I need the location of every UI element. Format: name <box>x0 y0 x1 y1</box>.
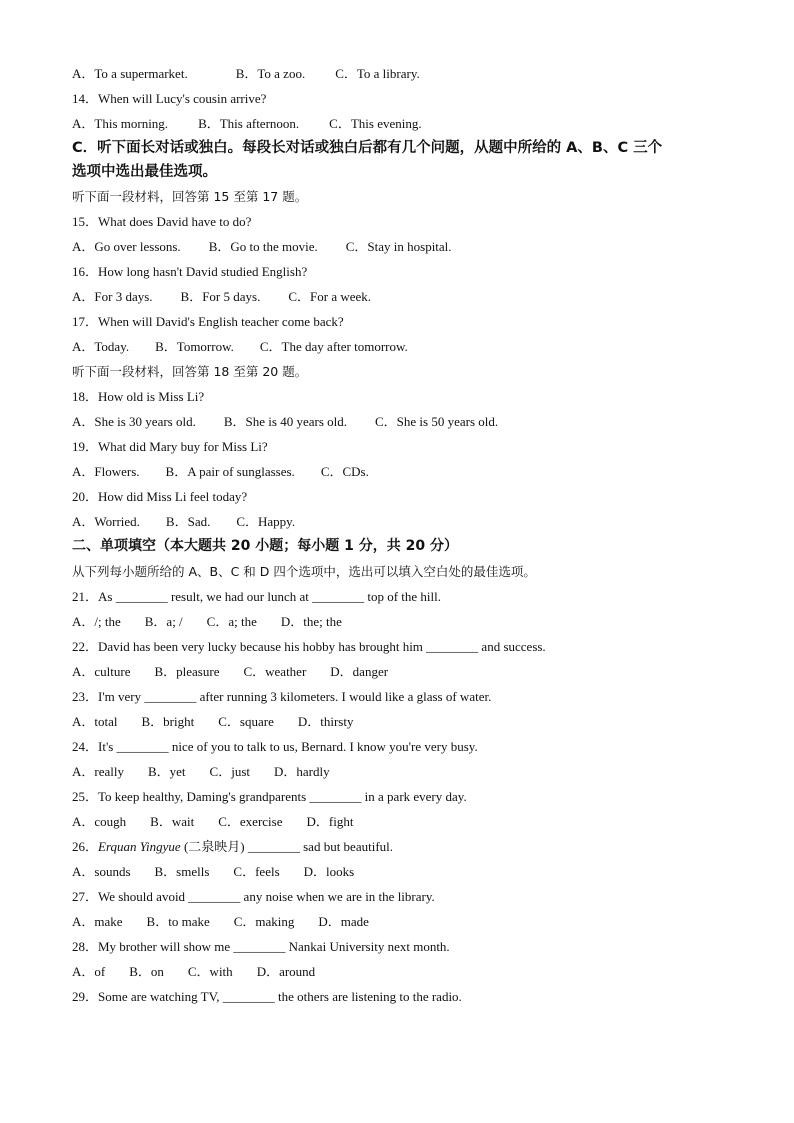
question: 25．To keep healthy, Daming's grandparents ________ in a park every day. <box>72 789 467 804</box>
answer-options <box>72 859 732 884</box>
answer-option: C．square <box>218 714 274 729</box>
answer-option: C．exercise <box>218 814 283 829</box>
answer-option: B．A pair of sunglasses. <box>165 464 295 479</box>
answer-options <box>72 509 732 534</box>
question-text: (二泉映月) ________ sad but beautiful. <box>180 839 394 854</box>
answer-option: B．smells <box>154 864 210 879</box>
answer-option: A．Today. <box>72 339 130 354</box>
answer-options <box>72 959 732 984</box>
answer-option: D．fight <box>306 814 354 829</box>
answer-option: C．weather <box>243 664 307 679</box>
answer-option: D．thirsty <box>297 714 354 729</box>
answer-option: B．She is 40 years old. <box>223 414 347 429</box>
answer-option: D．made <box>318 914 369 929</box>
answer-option: A．She is 30 years old. <box>72 414 196 429</box>
question: 14．When will Lucy's cousin arrive? <box>72 91 267 106</box>
answer-options <box>72 609 732 634</box>
question: 16．How long hasn't David studied English? <box>72 264 308 279</box>
answer-option: B．pleasure <box>154 664 220 679</box>
answer-option: A．of <box>72 964 106 979</box>
answer-option: A．Worried. <box>72 514 140 529</box>
answer-option: A．For 3 days. <box>72 289 153 304</box>
question <box>72 834 732 859</box>
instruction: 从下列每小题所给的 A、B、C 和 D 四个选项中，选出可以填入空白处的最佳选项。 <box>72 564 536 579</box>
question: 20．How did Miss Li feel today? <box>72 489 248 504</box>
section-heading: 选项中选出最佳选项。 <box>72 164 217 180</box>
question: 24．It's ________ nice of you to talk to us, Bernard. I know you're very busy. <box>72 739 478 754</box>
question: 23．I'm very ________ after running 3 kilometers. I would like a glass of water. <box>72 689 492 704</box>
answer-option: A．make <box>72 914 123 929</box>
answer-option: C．Happy. <box>236 514 296 529</box>
question: 28．My brother will show me ________ Nankai University next month. <box>72 939 450 954</box>
answer-option: A．really <box>72 764 124 779</box>
answer-option: C．with <box>187 964 233 979</box>
answer-option: B．This afternoon. <box>198 116 300 131</box>
answer-option: A．sounds <box>72 864 131 879</box>
answer-option: A．This morning. <box>72 116 169 131</box>
question: 21．As ________ result, we had our lunch at ________ top of the hill. <box>72 589 442 604</box>
answer-options <box>72 909 732 934</box>
song-title: Erquan Yingyue <box>98 839 181 854</box>
answer-option: C．feels <box>233 864 280 879</box>
answer-option: B．For 5 days. <box>180 289 261 304</box>
answer-option: B．on <box>129 964 164 979</box>
answer-options <box>72 334 732 359</box>
answer-options <box>72 459 732 484</box>
answer-option: B．yet <box>147 764 186 779</box>
answer-option: C．Stay in hospital. <box>345 239 452 254</box>
answer-option: D．looks <box>303 864 355 879</box>
section-heading: C．听下面长对话或独白。每段长对话或独白后都有几个问题，从题中所给的 A、B、C 三个 <box>72 140 663 156</box>
answer-option: C．making <box>233 914 295 929</box>
question: 22．David has been very lucky because his hobby has brought him ________ and success. <box>72 639 546 654</box>
answer-option: B．wait <box>150 814 195 829</box>
answer-option: B．a; / <box>144 614 183 629</box>
instruction: 听下面一段材料，回答第 15 至第 17 题。 <box>72 189 308 204</box>
answer-option: C．just <box>209 764 251 779</box>
answer-option: A．/; the <box>72 614 121 629</box>
question: 17．When will David's English teacher come back? <box>72 314 344 329</box>
question-text: 26． <box>72 839 99 854</box>
answer-option: B．Go to the movie. <box>208 239 318 254</box>
answer-option: B．Sad. <box>165 514 211 529</box>
answer-option: B．to make <box>146 914 210 929</box>
answer-option: D．hardly <box>274 764 330 779</box>
answer-option: C．The day after tomorrow. <box>259 339 408 354</box>
exam-page <box>72 61 732 1009</box>
question: 27．We should avoid ________ any noise when we are in the library. <box>72 889 435 904</box>
answer-option: B．Tomorrow. <box>155 339 234 354</box>
answer-option: D．around <box>256 964 316 979</box>
answer-options <box>72 659 732 684</box>
answer-options <box>72 709 732 734</box>
instruction: 听下面一段材料，回答第 18 至第 20 题。 <box>72 364 308 379</box>
answer-option: C．To a library. <box>335 66 420 81</box>
answer-option: A．Flowers. <box>72 464 140 479</box>
question: 15．What does David have to do? <box>72 214 252 229</box>
answer-options <box>72 284 732 309</box>
question: 29．Some are watching TV, ________ the others are listening to the radio. <box>72 989 462 1004</box>
question: 18．How old is Miss Li? <box>72 389 205 404</box>
answer-option: D．danger <box>330 664 389 679</box>
answer-option: C．She is 50 years old. <box>375 414 499 429</box>
answer-option: C．For a week. <box>288 289 372 304</box>
answer-option: C．CDs. <box>320 464 369 479</box>
answer-options <box>72 111 732 136</box>
answer-option: A．culture <box>72 664 131 679</box>
answer-option: A．To a supermarket. <box>72 66 188 81</box>
section-heading: 二、单项填空（本大题共 20 小题；每小题 1 分，共 20 分） <box>72 538 458 554</box>
answer-options <box>72 759 732 784</box>
answer-option: A．total <box>72 714 118 729</box>
answer-options <box>72 809 732 834</box>
answer-option: B．To a zoo. <box>235 66 306 81</box>
answer-option: A．Go over lessons. <box>72 239 181 254</box>
answer-option: A．cough <box>72 814 127 829</box>
question: 19．What did Mary buy for Miss Li? <box>72 439 268 454</box>
answer-options <box>72 409 732 434</box>
answer-options <box>72 234 732 259</box>
answer-option: D．the; the <box>280 614 342 629</box>
answer-option: C．a; the <box>206 614 257 629</box>
answer-option: B．bright <box>141 714 195 729</box>
answer-option: C．This evening. <box>329 116 422 131</box>
answer-options <box>72 61 732 86</box>
